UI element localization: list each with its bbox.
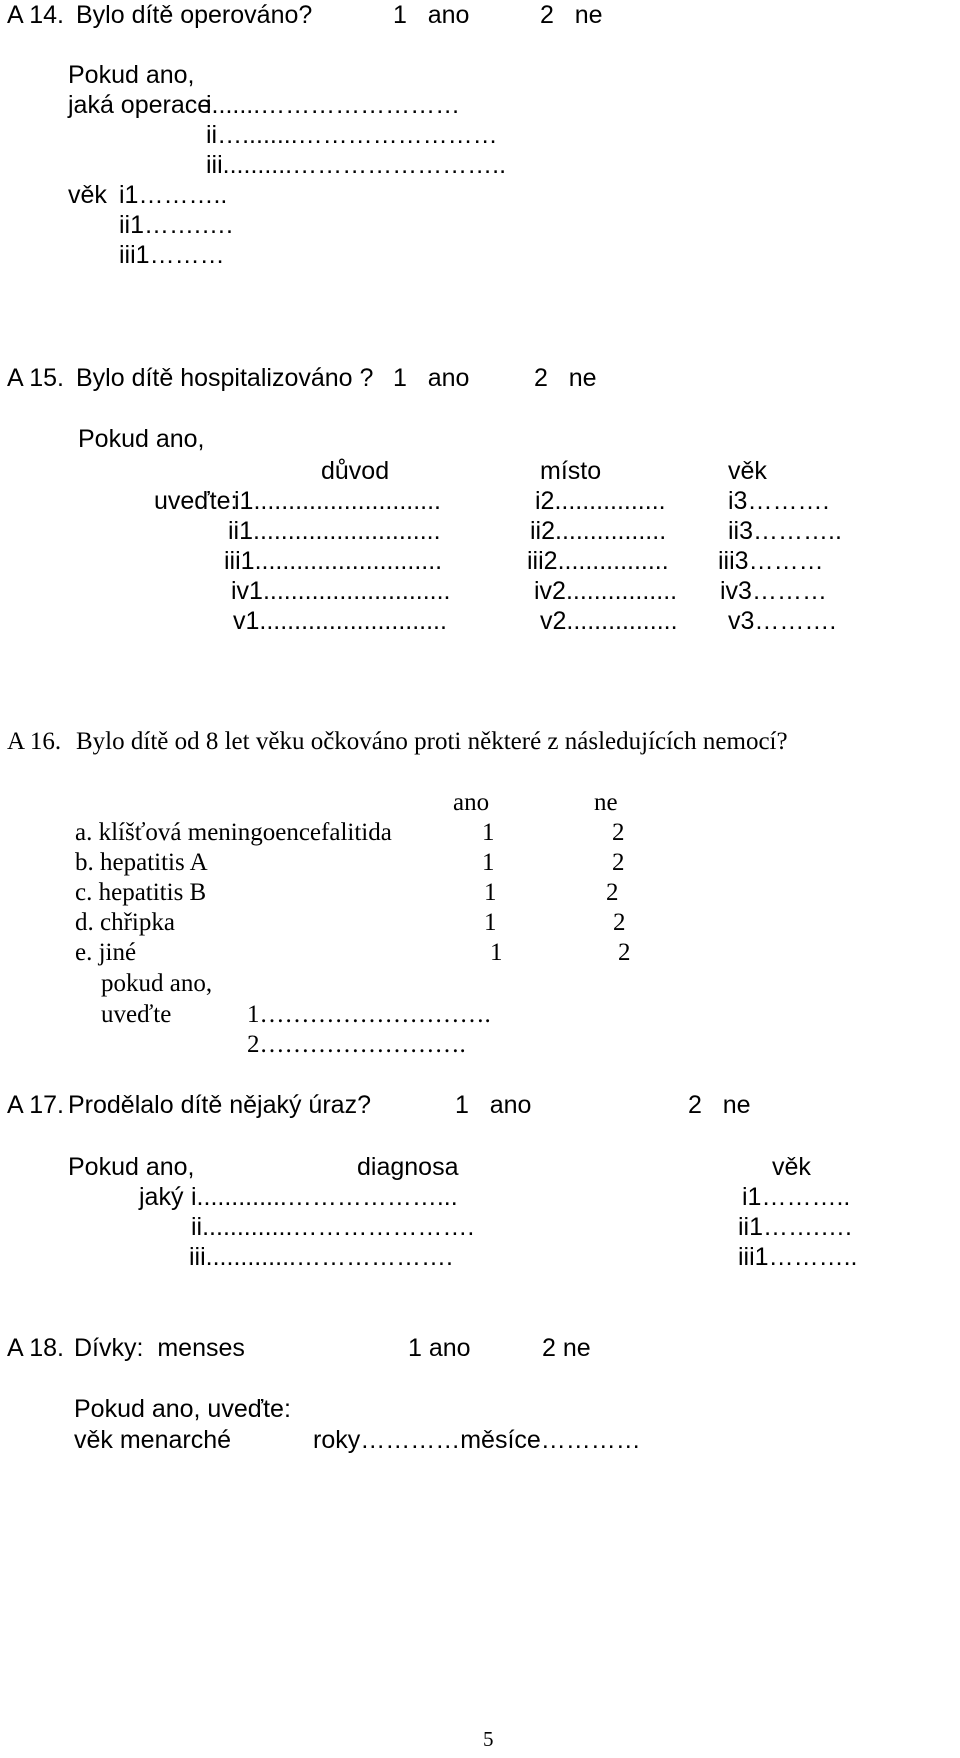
- a17-age-line-3: iii1………..: [738, 1243, 858, 1271]
- a16-if-yes: pokud ano,: [101, 970, 213, 997]
- a15-option-no: 2 ne: [534, 364, 597, 392]
- a16-item-d-no: 2: [613, 909, 626, 936]
- a18-option-no: 2 ne: [542, 1334, 591, 1362]
- a14-age-label: věk: [68, 181, 107, 209]
- a15-row-5-place: v2................: [540, 607, 678, 635]
- a15-row-2-reason: ii1...........................: [228, 517, 441, 545]
- a17-age-line-1: i1………..: [742, 1183, 851, 1211]
- a15-row-4-place: iv2................: [534, 577, 678, 605]
- a15-row-4-reason: iv1...........................: [231, 577, 451, 605]
- a17-diagnosis-line-1: i.............………………...: [191, 1183, 458, 1211]
- a16-item-a: a. klíšťová meningoencefalitida: [75, 819, 392, 846]
- a14-question: Bylo dítě operováno?: [76, 1, 313, 29]
- a15-row-5-age: v3……….: [728, 607, 837, 635]
- a15-row-2-place: ii2................: [530, 517, 667, 545]
- a15-option-yes: 1 ano: [393, 364, 470, 392]
- a17-age-line-2: ii1…….….: [738, 1213, 852, 1241]
- a16-col-no: ne: [594, 789, 618, 816]
- a16-line-1: 1……………………….: [247, 1001, 491, 1028]
- a16-item-d-yes: 1: [484, 909, 497, 936]
- a17-diagnosis-line-3: iii.............……………….: [189, 1243, 453, 1271]
- a16-item-a-yes: 1: [482, 819, 495, 846]
- a18-question: Dívky: menses: [74, 1334, 245, 1362]
- a14-operation-line-3: iii..........……………………..: [206, 151, 507, 179]
- a15-number: A 15.: [7, 364, 64, 392]
- a15-row-1-age: i3……….: [728, 487, 830, 515]
- a15-row-1-place: i2................: [535, 487, 666, 515]
- a15-row-3-place: iii2................: [527, 547, 669, 575]
- a17-if-yes: Pokud ano,: [68, 1153, 195, 1181]
- a14-if-yes: Pokud ano,: [68, 61, 195, 89]
- a17-col-diagnosis: diagnosa: [357, 1153, 459, 1181]
- a16-item-b: b. hepatitis A: [75, 849, 208, 876]
- a15-col-reason: důvod: [321, 457, 390, 485]
- a16-item-b-no: 2: [612, 849, 625, 876]
- a14-option-no: 2 ne: [540, 1, 603, 29]
- a15-question: Bylo dítě hospitalizováno ?: [76, 364, 374, 392]
- a16-state-label: uveďte: [101, 1001, 172, 1028]
- page-number: 5: [483, 1727, 494, 1751]
- a15-row-2-age: ii3………..: [728, 517, 842, 545]
- a15-state-label: uveďte:: [154, 487, 238, 515]
- a16-item-e: e. jiné: [75, 939, 137, 966]
- a16-line-2: 2…………………….: [247, 1031, 466, 1058]
- a18-menarche-label: věk menarché: [74, 1426, 232, 1454]
- a16-question: Bylo dítě od 8 let věku očkováno proti některé z následujících nemocí?: [76, 728, 788, 755]
- a15-row-1-reason: i1...........................: [234, 487, 441, 515]
- a17-what-label: jaký: [139, 1183, 184, 1211]
- a14-operation-label: jaká operace: [68, 91, 212, 119]
- a15-col-age: věk: [728, 457, 767, 485]
- a17-number: A 17.: [7, 1091, 64, 1119]
- a14-operation-line-2: ii…........……………………: [206, 121, 498, 149]
- a14-operation-line-1: i.......……………………: [206, 91, 461, 119]
- a16-item-d: d. chřipka: [75, 909, 175, 936]
- a15-row-4-age: iv3………: [720, 577, 827, 605]
- a16-item-b-yes: 1: [482, 849, 495, 876]
- a15-row-3-reason: iii1...........................: [224, 547, 443, 575]
- a15-if-yes: Pokud ano,: [78, 425, 205, 453]
- a16-item-c: c. hepatitis B: [75, 879, 207, 906]
- a15-row-3-age: iii3………: [718, 547, 824, 575]
- a17-option-yes: 1 ano: [455, 1091, 532, 1119]
- a14-age-line-2: ii1…….….: [119, 211, 233, 239]
- a16-item-c-yes: 1: [484, 879, 497, 906]
- a17-diagnosis-line-2: ii.............………………….: [191, 1213, 475, 1241]
- a16-item-a-no: 2: [612, 819, 625, 846]
- a14-number: A 14.: [7, 1, 64, 29]
- a18-option-yes: 1 ano: [408, 1334, 471, 1362]
- a17-option-no: 2 ne: [688, 1091, 751, 1119]
- a16-item-e-yes: 1: [490, 939, 503, 966]
- a16-item-e-no: 2: [618, 939, 631, 966]
- a14-age-line-3: iii1………: [119, 241, 225, 269]
- a18-if-yes: Pokud ano, uveďte:: [74, 1395, 291, 1423]
- a16-item-c-no: 2: [606, 879, 619, 906]
- a17-col-age: věk: [772, 1153, 811, 1181]
- a17-question: Prodělalo dítě nějaký úraz?: [68, 1091, 371, 1119]
- a15-row-5-reason: v1...........................: [233, 607, 447, 635]
- a15-col-place: místo: [540, 457, 602, 485]
- a14-age-line-1: i1………..: [119, 181, 228, 209]
- a16-number: A 16.: [7, 728, 62, 755]
- a16-col-yes: ano: [453, 789, 490, 816]
- a18-years-months: roky…………měsíce…………: [313, 1426, 641, 1454]
- a14-option-yes: 1 ano: [393, 1, 470, 29]
- a18-number: A 18.: [7, 1334, 64, 1362]
